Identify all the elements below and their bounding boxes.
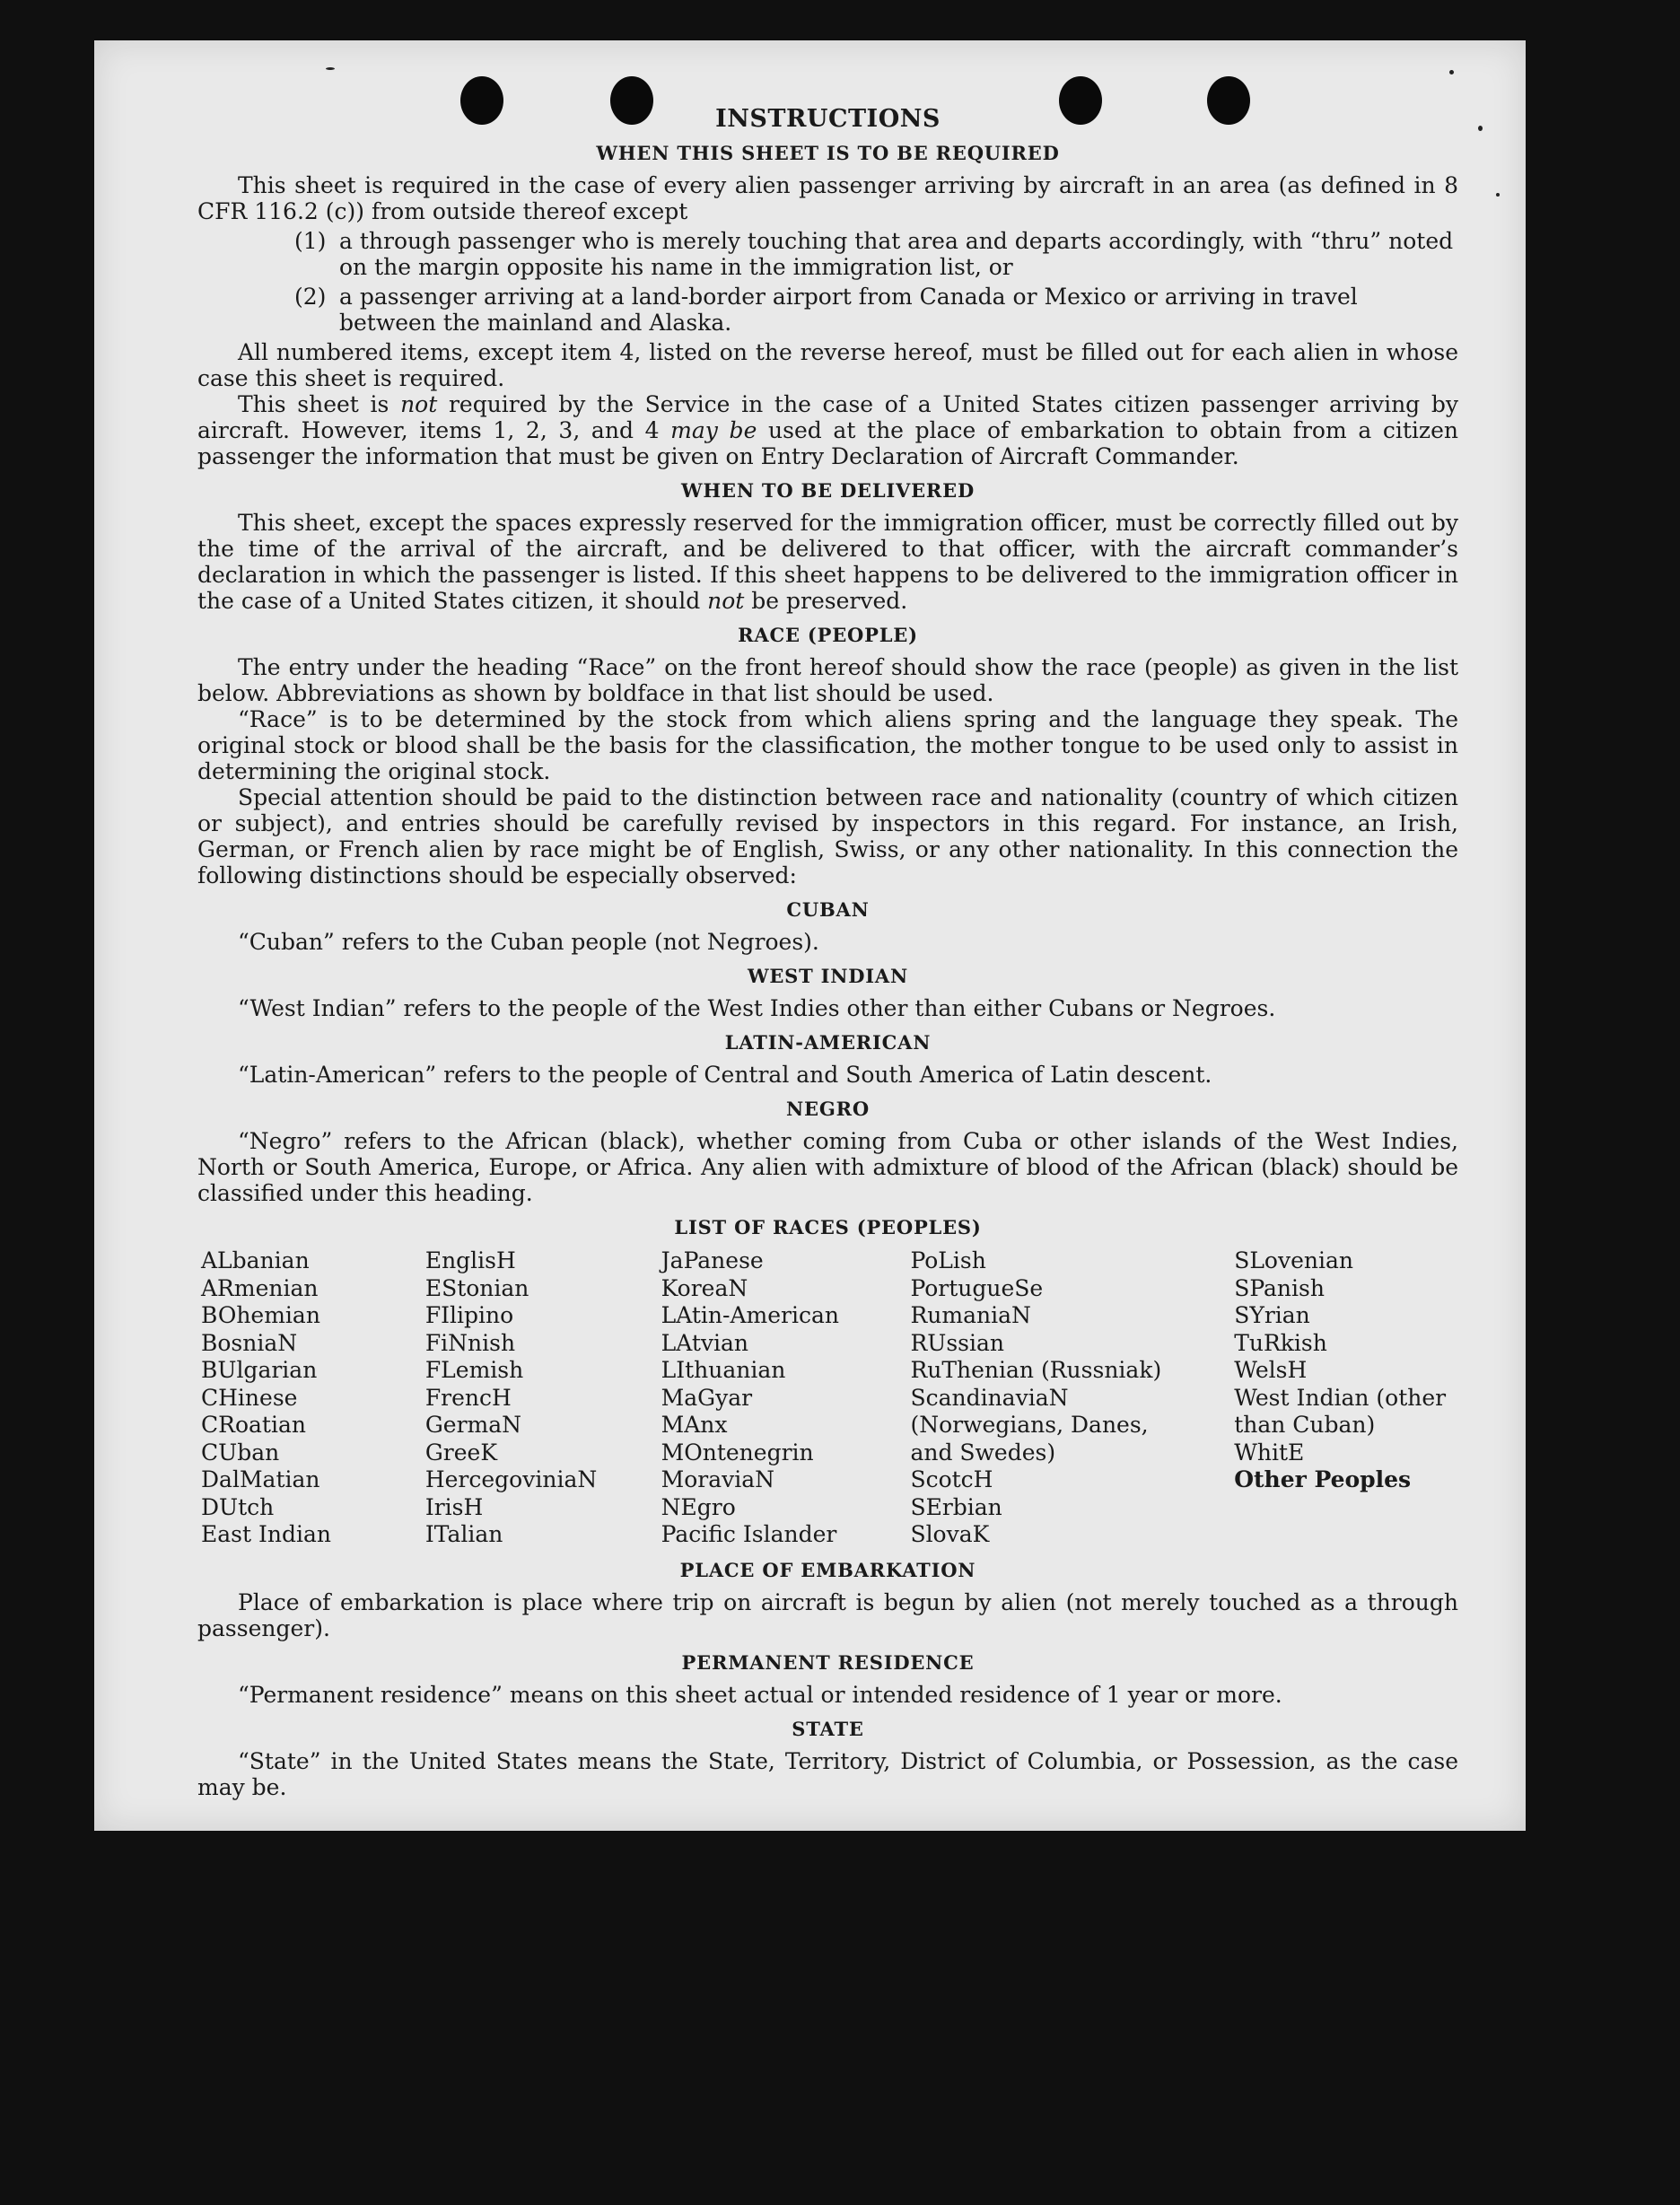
race-item: JaPanese <box>661 1247 764 1273</box>
section-heading-list-of-races: LIST OF RACES (PEOPLES) <box>674 1216 982 1238</box>
race-item: KoreaN <box>661 1274 748 1301</box>
list-text: a through passenger who is merely touching that area and departs accordingly, with “thru” noted on the margin opposite his name in the immigration list, or <box>339 228 1454 280</box>
section-heading-embarkation: PLACE OF EMBARKATION <box>679 1558 976 1581</box>
paragraph: “State” in the United States means the State, Territory, District of Columbia, or Possession, as the case may be. <box>197 1747 1458 1800</box>
race-item: FLemish <box>424 1357 524 1383</box>
paragraph: All numbered items, except item 4, listed on the reverse hereof, must be filled out for each alien in whose case this sheet is required. <box>197 339 1458 391</box>
race-item: BUlgarian <box>201 1357 318 1383</box>
race-item: GreeK <box>424 1439 498 1466</box>
race-item: PoLish <box>910 1247 986 1273</box>
page-title: INSTRUCTIONS <box>715 105 941 133</box>
list-item <box>294 284 1458 336</box>
race-item: CHinese <box>201 1384 298 1411</box>
section-heading-negro: NEGRO <box>786 1098 870 1120</box>
race-item: LAtvian <box>661 1329 749 1356</box>
race-item: ITalian <box>424 1521 503 1547</box>
race-item: MaGyar <box>661 1384 753 1411</box>
race-item: HercegoviniaN <box>424 1466 598 1492</box>
ink-speck <box>326 67 335 70</box>
race-item: IrisH <box>424 1493 484 1520</box>
race-item: GermaN <box>424 1412 522 1438</box>
race-item: NEgro <box>661 1493 736 1520</box>
emphasis: may be <box>670 417 757 443</box>
race-item: SlovaK <box>910 1521 990 1547</box>
section-heading-cuban: CUBAN <box>786 898 870 921</box>
race-list <box>201 1247 1458 1549</box>
race-item: SYrian <box>1234 1302 1310 1328</box>
section-heading-permanent-residence: PERMANENT RESIDENCE <box>681 1650 975 1674</box>
race-item: EnglisH <box>424 1247 516 1273</box>
race-column <box>910 1247 1234 1549</box>
race-item: WelsH <box>1234 1357 1308 1383</box>
race-item: FIlipino <box>424 1302 514 1328</box>
race-item: MOntenegrin <box>661 1439 814 1466</box>
race-item: DalMatian <box>201 1466 320 1492</box>
race-item: RuThenian (Russniak) <box>910 1357 1162 1383</box>
ink-speck <box>1496 193 1500 197</box>
ink-speck <box>1478 126 1483 131</box>
race-item: CRoatian <box>201 1412 306 1438</box>
race-item: MAnx <box>661 1412 728 1438</box>
race-column <box>661 1247 911 1549</box>
race-item: PortugueSe <box>910 1274 1044 1301</box>
race-item: Pacific Islander <box>661 1521 837 1547</box>
ink-speck <box>1449 70 1454 74</box>
paragraph: Place of embarkation is place where trip on aircraft is begun by alien (not merely touched as a through passenger). <box>197 1588 1458 1641</box>
race-item: MoraviaN <box>661 1466 775 1492</box>
race-column <box>425 1247 661 1549</box>
paragraph: The entry under the heading “Race” on the front hereof should show the race (people) as given in the list below. Abbreviations as shown by boldface in that list should be used. <box>197 654 1458 706</box>
race-item: DUtch <box>201 1493 275 1520</box>
race-item: East Indian <box>201 1521 331 1547</box>
race-item: Other Peoples <box>1234 1466 1412 1492</box>
race-column <box>1234 1247 1458 1549</box>
section-heading-race: RACE (PEOPLE) <box>738 624 918 646</box>
race-item: ARmenian <box>201 1274 319 1301</box>
race-item: BOhemian <box>201 1302 320 1328</box>
paragraph: This sheet is required in the case of every alien passenger arriving by aircraft in an area (as defined in 8 CFR 116.2 (c)) from outside thereof except <box>197 172 1458 224</box>
race-item: BosniaN <box>201 1329 298 1356</box>
race-item: ScotcH <box>910 1466 993 1492</box>
paragraph: Special attention should be paid to the distinction between race and nationality (country of which citizen or subject), and entries should be carefully revised by inspectors in this regard. For instance, an Irish, German, or French alien by race might be of English, Swiss, or any other nationality. In this connection the following distinctions should be especially observed: <box>197 784 1458 888</box>
section-heading-west-indian: WEST INDIAN <box>747 965 909 987</box>
paragraph: This sheet is not required by the Service in the case of a United States citizen passenger arriving by aircraft. However, items 1, 2, 3, and 4 may be used at the place of embarkation to obtain from a citizen passenger the information that must be given on Entry Declaration of Aircraft Commander. <box>197 391 1458 469</box>
race-item: West Indian (other than Cuban) <box>1234 1384 1447 1438</box>
race-item: FiNnish <box>424 1329 516 1356</box>
race-column <box>201 1247 425 1549</box>
paragraph: “Cuban” refers to the Cuban people (not Negroes). <box>238 929 819 955</box>
section-heading-state: STATE <box>792 1717 864 1740</box>
race-item: WhitE <box>1234 1439 1305 1466</box>
paragraph: “Latin-American” refers to the people of Central and South America of Latin descent. <box>238 1062 1212 1088</box>
section-heading-when-required: WHEN THIS SHEET IS TO BE REQUIRED <box>596 142 1060 164</box>
paragraph: “West Indian” refers to the people of the West Indies other than either Cubans or Negroes. <box>238 995 1276 1021</box>
race-item: SErbian <box>910 1493 1002 1520</box>
paragraph: “Race” is to be determined by the stock from which aliens spring and the language they speak. The original stock or blood shall be the basis for the classification, the mother tongue to be used only to assist in determining the original stock. <box>197 706 1458 784</box>
race-item: RUssian <box>910 1329 1004 1356</box>
race-item: FrencH <box>424 1384 512 1411</box>
paragraph: “Negro” refers to the African (black), whether coming from Cuba or other islands of the West Indies, North or South America, Europe, or Africa. Any alien with admixture of blood of the African (black) should be classified under this heading. <box>197 1128 1458 1206</box>
race-item: LAtin-American <box>661 1302 839 1328</box>
race-item: TuRkish <box>1234 1329 1327 1356</box>
emphasis: not <box>707 588 745 614</box>
race-item: CUban <box>201 1439 280 1466</box>
paragraph: “Permanent residence” means on this sheet actual or intended residence of 1 year or more. <box>238 1681 1282 1708</box>
section-heading-latin-american: LATIN-AMERICAN <box>724 1031 932 1054</box>
emphasis: not <box>400 391 438 417</box>
race-item: ScandinaviaN (Norwegians, Danes, and Swedes) <box>910 1384 1149 1466</box>
list-text: a passenger arriving at a land-border airport from Canada or Mexico or arriving in travel between the mainland and Alaska. <box>339 284 1358 336</box>
race-item: EStonian <box>424 1274 529 1301</box>
race-item: SLovenian <box>1234 1247 1353 1273</box>
paragraph: This sheet, except the spaces expressly reserved for the immigration officer, must be correctly filled out by the time of the arrival of the aircraft, and be delivered to that officer, with the aircraft commander’s declaration in which the passenger is listed. If this sheet happens to be delivered to the immigration officer in the case of a United States citizen, it should not be preserved. <box>197 510 1458 614</box>
list-item <box>294 228 1458 280</box>
race-item: SPanish <box>1234 1274 1325 1301</box>
list-number: (1) <box>294 228 327 254</box>
list-number: (2) <box>294 284 327 310</box>
instructions-text <box>197 106 1458 1800</box>
race-item: LIthuanian <box>661 1357 786 1383</box>
section-heading-when-delivered: WHEN TO BE DELIVERED <box>680 479 975 502</box>
race-item: ALbanian <box>201 1247 310 1273</box>
race-item: RumaniaN <box>910 1302 1031 1328</box>
